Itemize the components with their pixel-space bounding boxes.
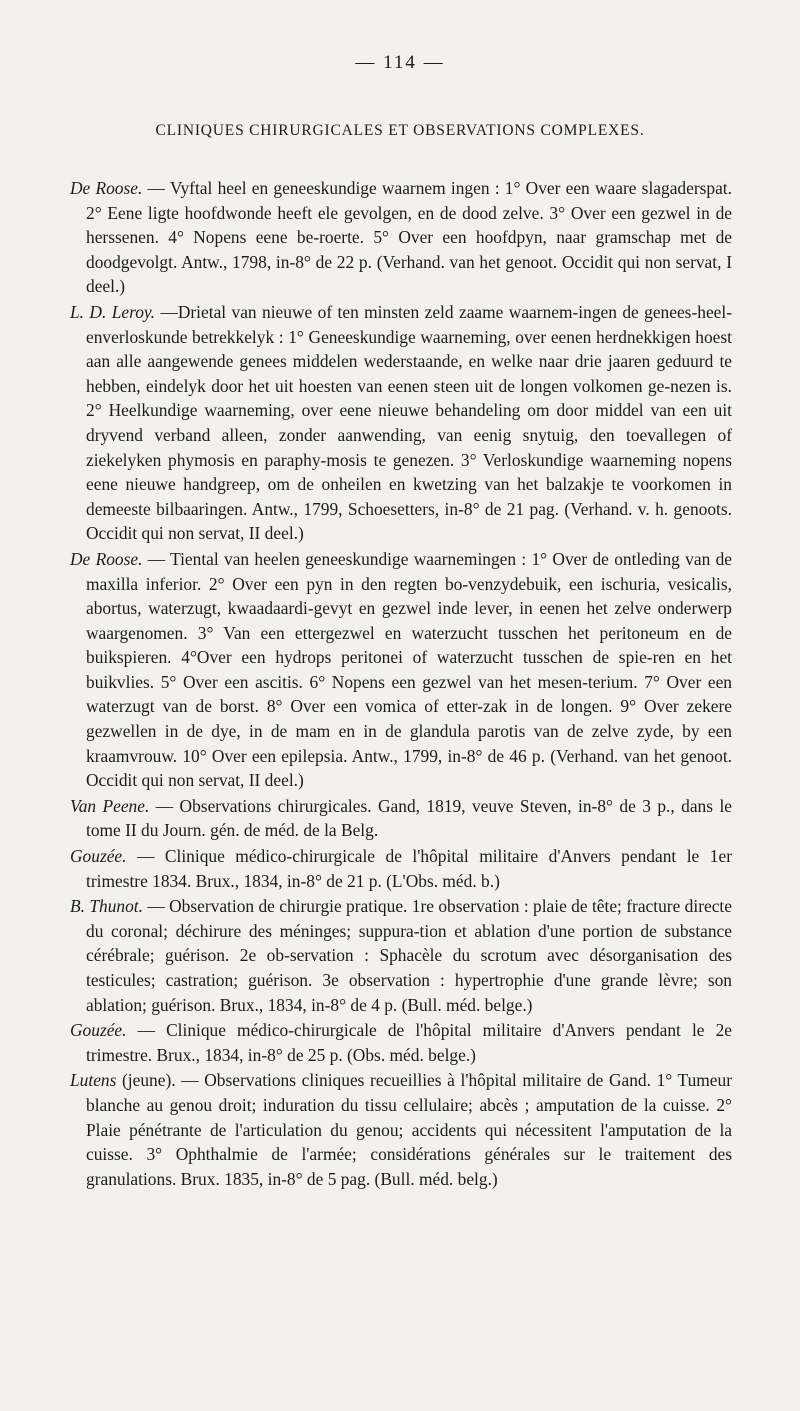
entry-text: — Observation de chirurgie pratique. 1re observation : plaie de tête; fracture directe du coronal; déchirure des méninges; suppura-tion et ablation d'une portion de substance cérébrale; guérison. 2e ob-servation : Sphacèle du scrotum avec désorganisation des testicules; castration; guérison. 3e observation : hypertrophie d'une grande lèvre; son ablation; guérison. Brux., 1834, in-8° de 4 p. (Bull. méd. belge.)	[86, 896, 732, 1015]
entry-text: — Clinique médico-chirurgicale de l'hôpital militaire d'Anvers pendant le 2e trimestre. Brux., 1834, in-8° de 25 p. (Obs. méd. belge.)	[86, 1020, 732, 1065]
page-number: — 114 —	[355, 52, 445, 73]
entry-author: De Roose.	[70, 178, 143, 198]
bibliography-entry	[70, 300, 732, 546]
bibliography-entries	[70, 176, 732, 1192]
bibliography-entry	[70, 1018, 732, 1067]
bibliography-entry	[70, 176, 732, 299]
section-heading: CLINIQUES CHIRURGICALES ET OBSERVATIONS COMPLEXES.	[155, 122, 645, 139]
entry-text: — Observations chirurgicales. Gand, 1819, veuve Steven, in-8° de 3 p., dans le tome II du Journ. gén. de méd. de la Belg.	[86, 795, 732, 841]
entry-author: Gouzée.	[70, 846, 127, 867]
entry-text: — Vyftal heel en geneeskundige waarnem ingen : 1° Over een waare slagaderspat. 2° Eene ligte hoofdwonde heeft ele gevolgen, en de dood zelve. 3° Over een gezwel in de herssenen. 4° Nopens eene be-roerte. 5° Over een hoofdpyn, naar gramschap met de doodgevolgt. Antw., 1798, in-8° de 22 p. (Verhand. van het genoot. Occidit qui non servat, I deel.)	[86, 178, 732, 297]
bibliography-entry	[70, 547, 732, 793]
entry-author: L. D. Leroy.	[70, 301, 156, 322]
entry-text: —Drietal van nieuwe of ten minsten zeld zaame waarnem-ingen de genees-heel-enverloskunde betrekkelyk : 1° Geneeskundige waarneming, over eenen herdnekkigen hoest aan alle aangewende genees middelen wederstaande, en welke naar drie jaaren geduurd te hebben, eindelyk door het uit hoesten van eenen steen uit de longen volkomen ge-nezen is. 2° Heelkundige waarneming, over eene nieuwe behandeling om door middel van een uit dryvend verband alleen, zonder aanwending, van eenig snytuig, den toevallegen of ziekelyken phymosis en paraphy-mosis te genezen. 3° Verloskundige waarneming nopens eene nieuwe handgreep, om de onheilen en kwetzing van het balzakje te voorkomen in demeeste bilbaaringen. Antw., 1799, Schoesetters, in-8° de 21 pag. (Verhand. v. h. genoots. Occidit qui non servat, II deel.)	[86, 301, 733, 544]
entry-author: Lutens	[70, 1070, 117, 1091]
bibliography-entry	[70, 894, 732, 1017]
entry-author: B. Thunot.	[70, 896, 143, 917]
bibliography-entry	[70, 844, 732, 893]
entry-text: — Clinique médico-chirurgicale de l'hôpital militaire d'Anvers pendant le 1er trimestre 1834. Brux., 1834, in-8° de 21 p. (L'Obs. méd. b.)	[86, 846, 732, 891]
bibliography-entry	[70, 1068, 732, 1191]
entry-author: Van Peene.	[70, 795, 150, 816]
entry-author: Gouzée.	[70, 1020, 127, 1041]
entry-text: (jeune). — Observations cliniques recueillies à l'hôpital militaire de Gand. 1° Tumeur blanche au genou droit; induration du tissu cellulaire; abcès ; amputation de la cuisse. 2° Plaie pénétrante de l'articulation du genou; accidents qui nécessitent l'amputation de la cuisse. 3° Ophthalmie de l'armée; considérations générales sur le traitement des granulations. Brux. 1835, in-8° de 5 pag. (Bull. méd. belg.)	[86, 1070, 732, 1189]
entry-author: De Roose.	[70, 548, 143, 569]
bibliography-entry	[70, 794, 732, 843]
entry-text: — Tiental van heelen geneeskundige waarnemingen : 1° Over de ontleding van de maxilla inferior. 2° Over een pyn in den regten bo-venzydebuik, een ischuria, vesicalis, abortus, waterzugt, kwaadaardi-gevyt en gezwel inde lever, in eenen het zelve onderwerp waargenomen. 3° Van een ettergezwel en waterzucht tusschen het peritoneum en de buikspieren. 4°Over een hydrops peritonei of waterzucht tusschen de spie-ren en het buikvlies. 5° Over een ascitis. 6° Nopens een gezwel van het mesen-terium. 7° Over een waterzugt van de borst. 8° Over een vomica of etter-zak in de longen. 9° Over zekere gezwellen in de dye, in de mam en in de glandula parotis van de zelve zyde, by een kraamvrouw. 10° Over een epilepsia. Antw., 1799, in-8° de 46 p. (Verhand. van het genoot. Occidit qui non servat, II deel.)	[86, 548, 732, 791]
